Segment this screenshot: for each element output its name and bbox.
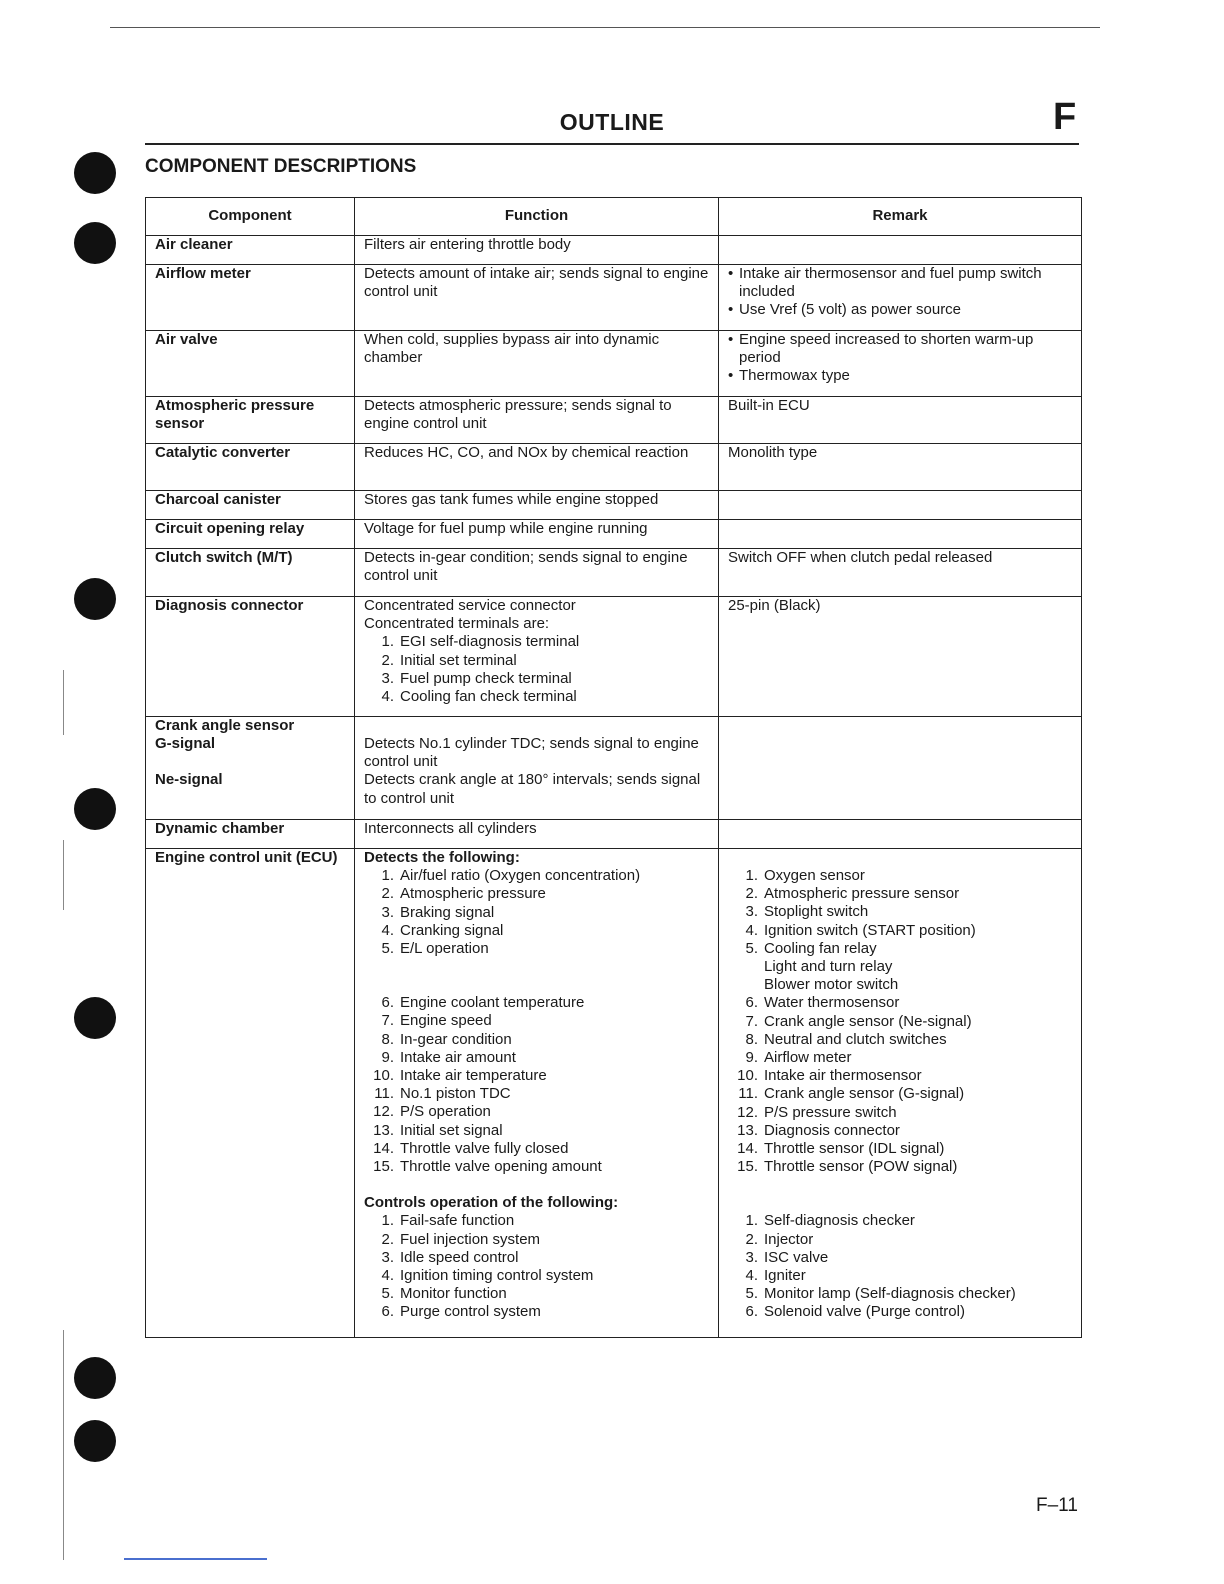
list-item: 1. EGI self-diagnosis terminal <box>381 633 580 651</box>
remark-cell <box>719 265 1082 331</box>
component-name: Air valve <box>146 331 355 397</box>
binder-hole <box>74 1420 116 1462</box>
component-name: Atmospheric pressure sensor <box>146 397 355 444</box>
table-row <box>146 717 1082 820</box>
section-letter: F <box>1053 96 1077 138</box>
list-item: 9. Intake air amount <box>381 1048 516 1066</box>
list-item: 4. Ignition timing control system <box>381 1267 594 1285</box>
list-item: 15. Throttle valve opening amount <box>373 1158 602 1176</box>
table-header-row <box>146 198 1082 236</box>
function-text: Stores gas tank fumes while engine stopped <box>355 491 719 520</box>
table-row <box>146 597 1082 717</box>
list-item: 1. Air/fuel ratio (Oxygen concentration) <box>381 867 641 885</box>
component-name: Airflow meter <box>146 265 355 331</box>
detects-heading: Detects the following: <box>364 849 520 866</box>
component-name: Clutch switch (M/T) <box>146 549 355 597</box>
list-item: 4. Ignition switch (START position) <box>745 921 976 939</box>
component-name: Catalytic converter <box>146 444 355 491</box>
remark-text: 25-pin (Black) <box>719 597 1082 717</box>
table-row <box>146 444 1082 491</box>
function-cell <box>355 717 719 820</box>
title-rule <box>145 143 1079 145</box>
remark-cell <box>719 820 1082 849</box>
function-text: Voltage for fuel pump while engine running <box>355 520 719 549</box>
list-item: 2. Fuel injection system <box>381 1230 541 1248</box>
remark-bullet: • Intake air thermosensor and fuel pump switch included <box>728 265 1042 301</box>
function-text: Detects No.1 cylinder TDC; sends signal to engine control unit <box>364 735 699 771</box>
function-cell <box>355 849 719 1338</box>
list-item: 2. Injector <box>745 1230 814 1248</box>
list-item: 6. Purge control system <box>381 1303 541 1321</box>
list-item: 14. Throttle valve fully closed <box>373 1139 569 1157</box>
list-item: 7. Crank angle sensor (Ne-signal) <box>745 1012 972 1030</box>
list-item: 11. Crank angle sensor (G-signal) <box>738 1085 965 1103</box>
header-remark: Remark <box>719 198 1082 236</box>
component-name: Crank angle sensor <box>155 717 295 734</box>
remark-cell <box>719 717 1082 820</box>
list-item: 1. Oxygen sensor <box>745 867 865 884</box>
list-item: 6. Water thermosensor <box>745 994 900 1012</box>
list-item: 6. Engine coolant temperature <box>381 994 585 1012</box>
binder-hole <box>74 788 116 830</box>
function-text: Interconnects all cylinders <box>355 820 719 849</box>
list-item: 10. Intake air thermosensor <box>737 1067 922 1085</box>
table-row <box>146 520 1082 549</box>
remark-text: Monolith type <box>719 444 1082 491</box>
component-name: Engine control unit (ECU) <box>146 849 355 1338</box>
component-table <box>145 197 1082 1338</box>
function-line: Concentrated service connector <box>364 597 576 614</box>
list-item: 2. Atmospheric pressure <box>381 885 546 903</box>
list-item: 10. Intake air temperature <box>373 1067 547 1085</box>
section-heading: COMPONENT DESCRIPTIONS <box>145 156 417 177</box>
margin-line <box>63 670 64 735</box>
function-text: Detects amount of intake air; sends signal to engine control unit <box>355 265 719 331</box>
remark-cell <box>719 331 1082 397</box>
remark-cell <box>719 236 1082 265</box>
list-item: 5. Cooling fan relay <box>745 939 877 957</box>
margin-line <box>63 1330 64 1560</box>
component-name: Circuit opening relay <box>146 520 355 549</box>
table-row <box>146 849 1082 1338</box>
remark-text: Switch OFF when clutch pedal released <box>719 549 1082 597</box>
component-name: Diagnosis connector <box>146 597 355 717</box>
remark-bullet: • Use Vref (5 volt) as power source <box>728 301 962 319</box>
list-item: 3. ISC valve <box>745 1248 829 1266</box>
top-rule <box>110 27 1100 28</box>
remark-cell <box>719 849 1082 1338</box>
remark-cell <box>719 491 1082 520</box>
function-text: Detects in-gear condition; sends signal to engine control unit <box>355 549 719 597</box>
list-item: 2. Initial set terminal <box>381 651 517 669</box>
table-row <box>146 820 1082 849</box>
page-title: OUTLINE <box>559 109 665 135</box>
function-text: Detects atmospheric pressure; sends signal to engine control unit <box>355 397 719 444</box>
list-item: 3. Fuel pump check terminal <box>381 669 572 687</box>
list-item: 12. P/S pressure switch <box>737 1103 897 1121</box>
component-name: Dynamic chamber <box>146 820 355 849</box>
list-item: 1. Fail-safe function <box>381 1212 515 1230</box>
table-row <box>146 331 1082 397</box>
header-function: Function <box>355 198 719 236</box>
page-number: F–11 <box>1036 1495 1078 1516</box>
table-row <box>146 491 1082 520</box>
list-item: 13. Diagnosis connector <box>737 1121 900 1139</box>
header-component: Component <box>146 198 355 236</box>
table-row <box>146 236 1082 265</box>
component-subname: Ne-signal <box>155 771 223 789</box>
binder-hole <box>74 152 116 194</box>
list-item: 2. Atmospheric pressure sensor <box>745 885 960 903</box>
list-subitem: Blower motor switch <box>764 976 899 994</box>
list-item: 4. Cooling fan check terminal <box>381 688 577 706</box>
list-item: 6. Solenoid valve (Purge control) <box>745 1303 965 1321</box>
function-text: Detects crank angle at 180° intervals; sends signal to control unit <box>364 771 701 807</box>
component-name-cell <box>146 717 355 820</box>
controls-heading: Controls operation of the following: <box>364 1194 619 1212</box>
component-name: Charcoal canister <box>146 491 355 520</box>
binder-hole <box>74 1357 116 1399</box>
remark-text: Built-in ECU <box>719 397 1082 444</box>
list-item: 5. E/L operation <box>381 940 489 958</box>
list-item: 11. No.1 piston TDC <box>374 1085 511 1103</box>
list-item: 4. Cranking signal <box>381 921 504 939</box>
component-subname: G-signal <box>155 735 216 753</box>
margin-line <box>63 840 64 910</box>
list-item: 5. Monitor lamp (Self-diagnosis checker) <box>745 1285 1016 1303</box>
list-item: 15. Throttle sensor (POW signal) <box>737 1158 958 1176</box>
list-item: 8. Neutral and clutch switches <box>745 1030 947 1048</box>
list-item: 13. Initial set signal <box>373 1121 503 1139</box>
function-text: Filters air entering throttle body <box>355 236 719 265</box>
list-item: 1. Self-diagnosis checker <box>745 1212 915 1230</box>
binder-hole <box>74 222 116 264</box>
list-item: 7. Engine speed <box>381 1012 492 1030</box>
function-line: Concentrated terminals are: <box>364 615 550 633</box>
remark-cell <box>719 520 1082 549</box>
function-text: When cold, supplies bypass air into dynamic chamber <box>355 331 719 397</box>
list-item: 8. In-gear condition <box>381 1030 512 1048</box>
list-item: 3. Idle speed control <box>381 1248 519 1266</box>
function-cell <box>355 597 719 717</box>
list-item: 4. Igniter <box>745 1267 806 1285</box>
list-item: 9. Airflow meter <box>745 1049 852 1067</box>
list-item: 5. Monitor function <box>381 1285 507 1303</box>
list-item: 14. Throttle sensor (IDL signal) <box>737 1140 945 1158</box>
remark-bullet: • Engine speed increased to shorten warm-up period <box>728 331 1034 367</box>
remark-bullet: • Thermowax type <box>728 367 850 385</box>
function-text: Reduces HC, CO, and NOx by chemical reaction <box>355 444 719 491</box>
table-row <box>146 397 1082 444</box>
list-item: 3. Braking signal <box>381 903 495 921</box>
bottom-link-underline <box>124 1558 267 1560</box>
binder-hole <box>74 997 116 1039</box>
binder-hole <box>74 578 116 620</box>
component-name: Air cleaner <box>146 236 355 265</box>
list-subitem: Light and turn relay <box>764 958 893 976</box>
list-item: 3. Stoplight switch <box>745 903 869 921</box>
table-row <box>146 265 1082 331</box>
table-row <box>146 549 1082 597</box>
list-item: 12. P/S operation <box>373 1103 491 1121</box>
